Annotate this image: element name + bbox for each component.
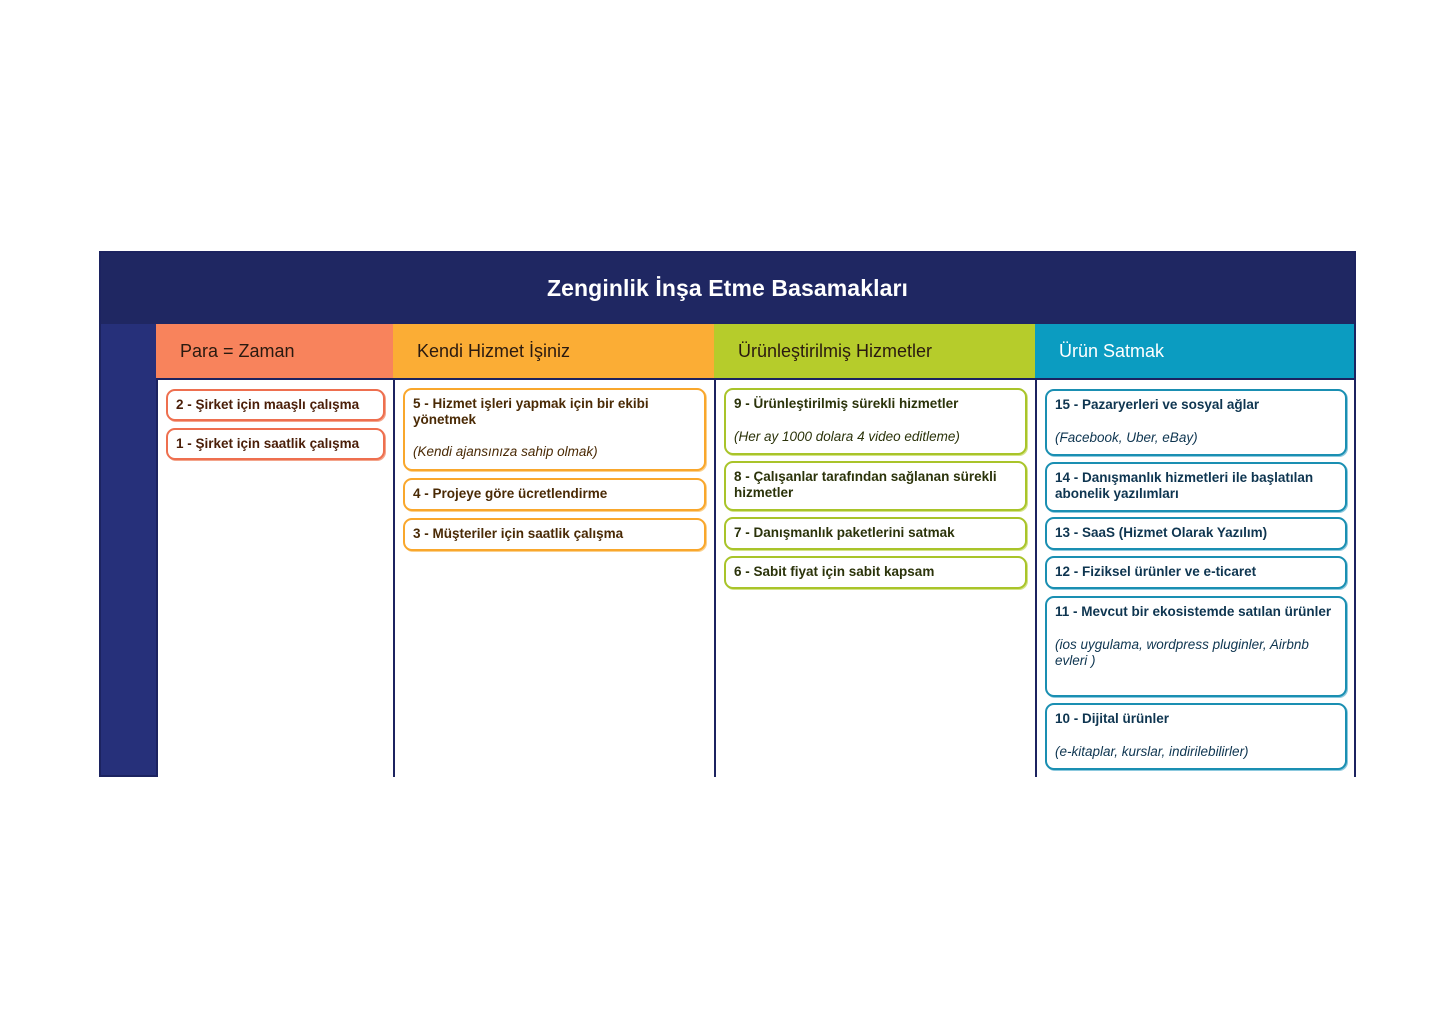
step-card	[1045, 389, 1347, 456]
step-card	[724, 388, 1027, 455]
title-bar	[101, 253, 1354, 324]
step-title: 7 - Danışmanlık paketlerini satmak	[734, 525, 955, 540]
column-body	[714, 380, 1035, 777]
step-title: 12 - Fiziksel ürünler ve e-ticaret	[1055, 564, 1257, 579]
step-title: 11 - Mevcut bir ekosistemde satılan ürünler	[1055, 604, 1332, 619]
step-note: (Kendi ajansınıza sahip olmak)	[413, 444, 598, 459]
step-title: 15 - Pazaryerleri ve sosyal ağlar	[1055, 397, 1260, 412]
column-kendi-hizmet	[393, 324, 714, 777]
step-card	[724, 556, 1027, 589]
step-card	[1045, 462, 1347, 512]
step-note: (Facebook, Uber, eBay)	[1055, 430, 1198, 445]
board-title: Zenginlik İnşa Etme Basamakları	[546, 275, 909, 301]
step-title: 4 - Projeye göre ücretlendirme	[413, 486, 608, 501]
step-card	[403, 518, 706, 551]
step-card	[403, 388, 706, 471]
column-header: Ürün Satmak	[1035, 324, 1354, 380]
step-title: 9 - Ürünleştirilmiş sürekli hizmetler	[734, 396, 959, 411]
step-card	[724, 517, 1027, 550]
column-header: Ürünleştirilmiş Hizmetler	[714, 324, 1035, 380]
step-card	[1045, 596, 1347, 697]
column-urun-satmak	[1035, 324, 1354, 777]
column-header: Para = Zaman	[156, 324, 393, 380]
step-note: (Her ay 1000 dolara 4 video editleme)	[734, 429, 960, 444]
column-para-zaman	[156, 324, 393, 777]
step-card	[724, 461, 1027, 511]
step-note: (e-kitaplar, kurslar, indirilebilirler)	[1055, 744, 1249, 759]
step-note: (ios uygulama, wordpress pluginler, Airbnb evleri )	[1055, 637, 1309, 668]
step-title: 10 - Dijital ürünler	[1055, 711, 1170, 726]
step-title: 5 - Hizmet işleri yapmak için bir ekibi yönetmek	[413, 396, 649, 427]
step-card	[1045, 517, 1347, 550]
step-title: 1 - Şirket için saatlik çalışma	[176, 436, 360, 451]
step-card	[166, 428, 385, 460]
step-title: 3 - Müşteriler için saatlik çalışma	[413, 526, 624, 541]
step-card	[403, 478, 706, 511]
step-title: 13 - SaaS (Hizmet Olarak Yazılım)	[1055, 525, 1268, 540]
step-card	[1045, 703, 1347, 770]
column-body	[156, 380, 393, 777]
column-body	[393, 380, 714, 777]
step-title: 14 - Danışmanlık hizmetleri ile başlatılan abonelik yazılımları	[1055, 470, 1314, 501]
wealth-ladder-board	[99, 251, 1356, 777]
step-title: 2 - Şirket için maaşlı çalışma	[176, 397, 360, 412]
column-body	[1035, 380, 1354, 777]
step-title: 8 - Çalışanlar tarafından sağlanan sürekli hizmetler	[734, 469, 997, 500]
step-card	[166, 389, 385, 421]
step-card	[1045, 556, 1347, 589]
column-header: Kendi Hizmet İşiniz	[393, 324, 714, 380]
step-title: 6 - Sabit fiyat için sabit kapsam	[734, 564, 935, 579]
column-urunlestirilmis	[714, 324, 1035, 777]
